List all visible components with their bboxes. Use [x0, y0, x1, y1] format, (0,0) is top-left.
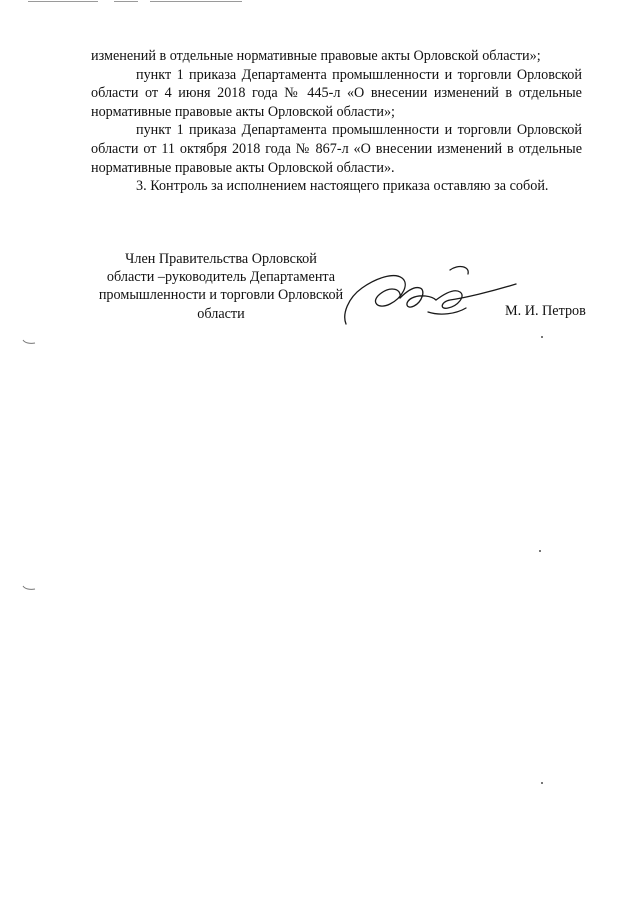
- position-line: области: [197, 305, 245, 322]
- scan-dot: [541, 782, 543, 784]
- scan-margin-tick: [22, 339, 36, 345]
- scan-edge-stroke: [28, 1, 98, 2]
- document-body: [91, 47, 582, 196]
- paragraph-control-clause: 3. Контроль за исполнением настоящего приказа оставляю за собой.: [136, 178, 549, 195]
- position-line: промышленности и торговли Орловской: [98, 287, 344, 304]
- scan-edge-stroke: [150, 1, 242, 2]
- handwritten-signature-icon: [340, 258, 520, 328]
- paragraph-order-445: пункт 1 приказа Департамента промышленности и торговли Орловской области от 4 июня 2018 года № 445-л «О внесении изменений в отдельные нормативные правовые акты Орловской области»;: [91, 66, 582, 120]
- paragraph-order-867: пункт 1 приказа Департамента промышленности и торговли Орловской области от 11 октября 2018 года № 867-л «О внесении изменений в отдельные нормативные правовые акты Орловской области».: [91, 122, 582, 176]
- signatory-position: [85, 250, 357, 323]
- paragraph-continuation: изменений в отдельные нормативные правовые акты Орловской области»;: [91, 48, 541, 64]
- signer-name: М. И. Петров: [505, 303, 586, 319]
- position-line: области –руководитель Департамента: [106, 269, 336, 286]
- position-line: Член Правительства Орловской: [125, 251, 317, 267]
- scan-top-edge: [0, 0, 640, 6]
- scan-edge-stroke: [114, 1, 138, 2]
- scan-dot: [541, 336, 543, 338]
- scan-margin-tick: [22, 585, 36, 591]
- scan-dot: [539, 550, 541, 552]
